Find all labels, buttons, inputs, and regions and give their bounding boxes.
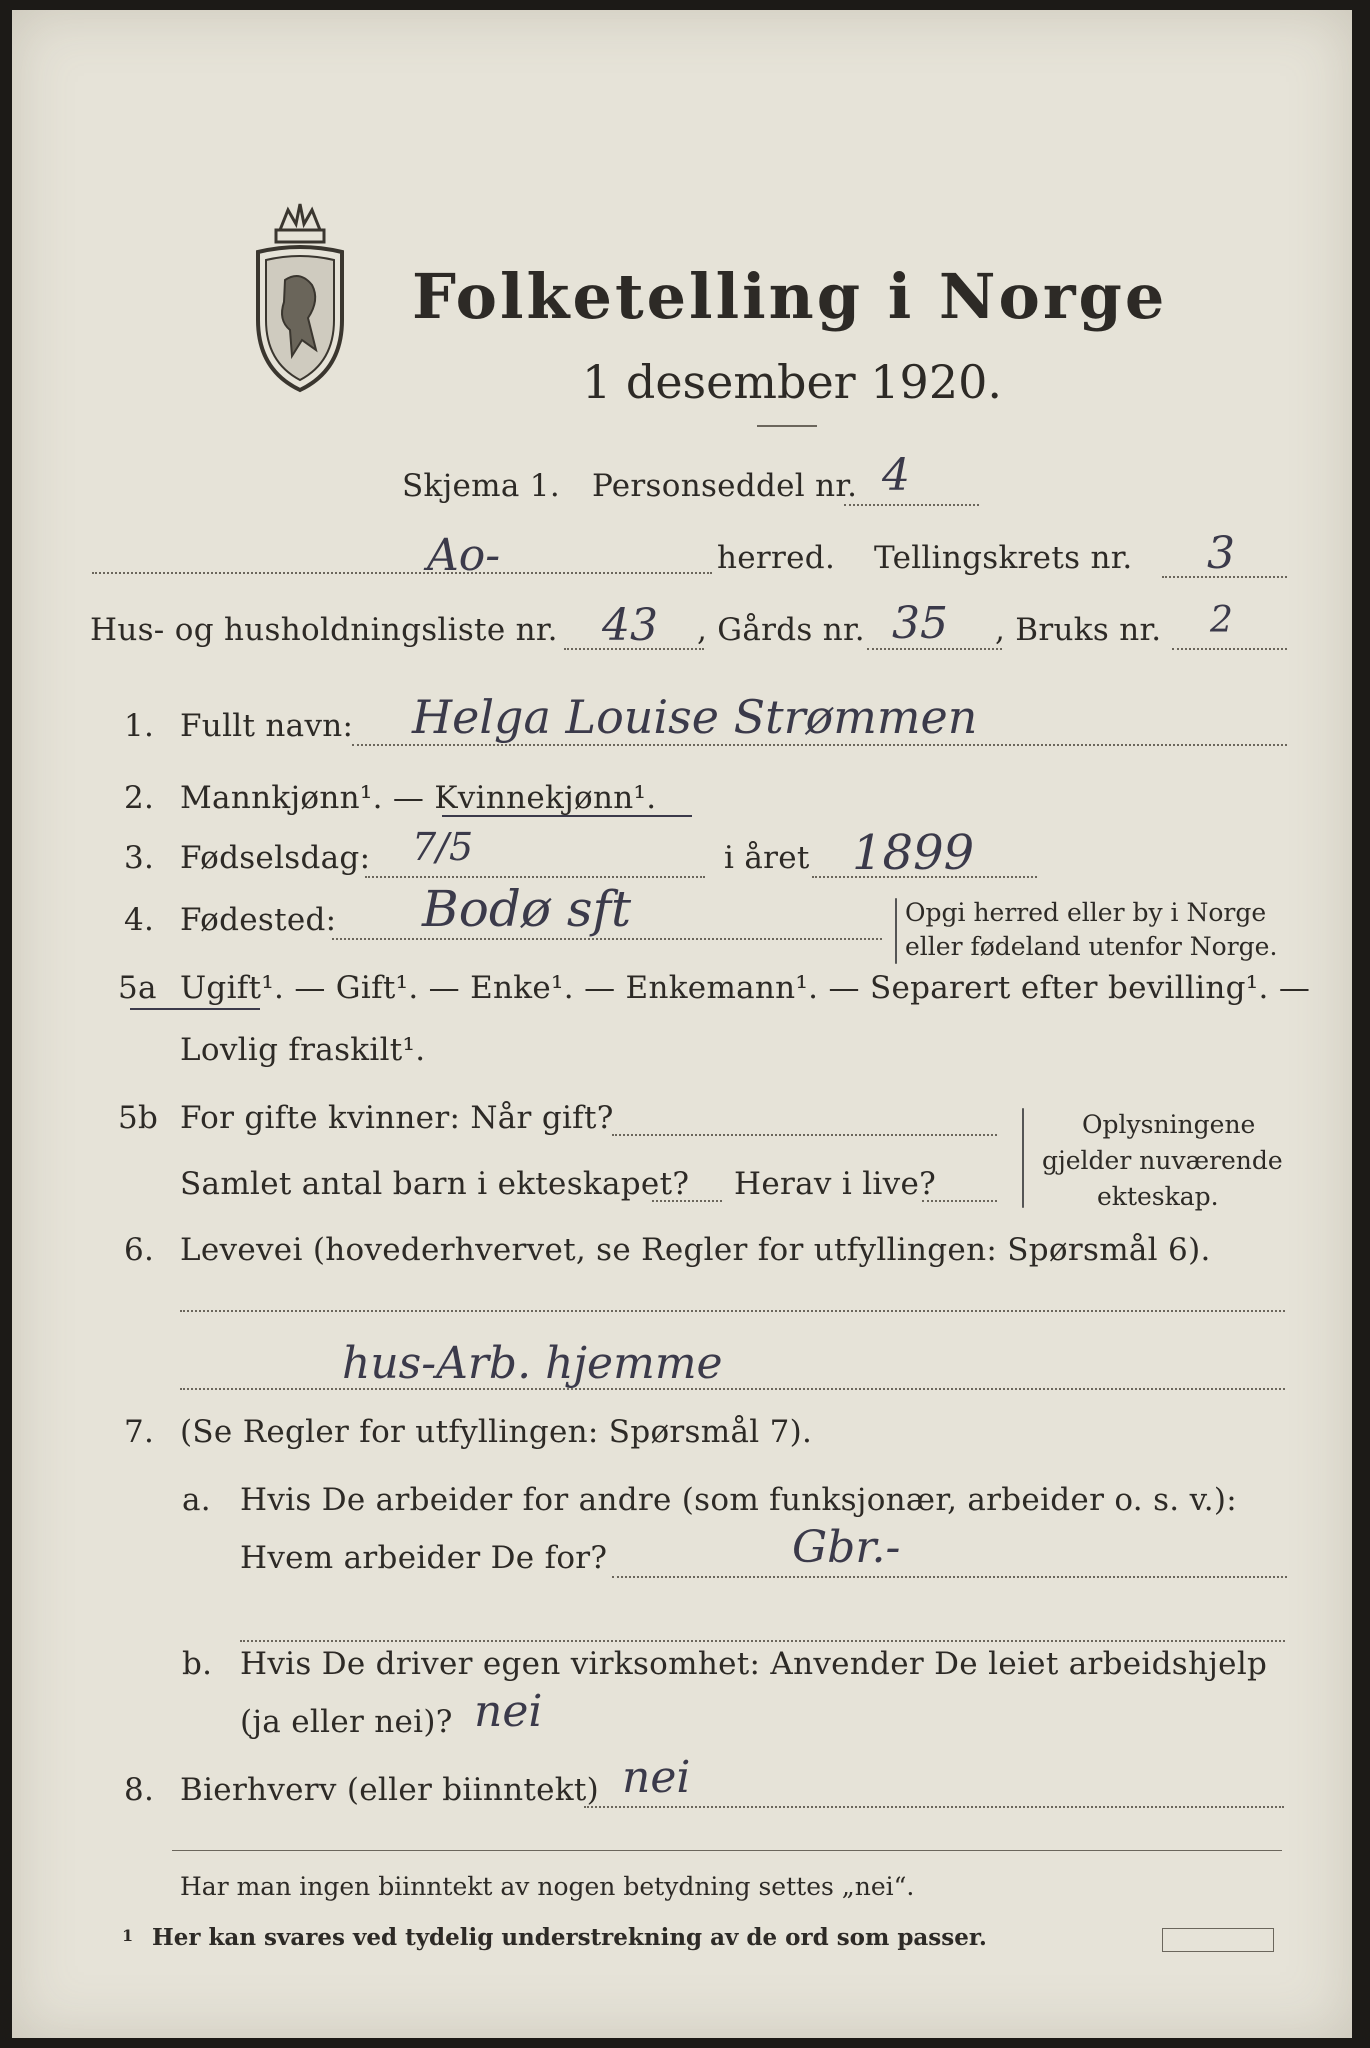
q5a-label: Ugift¹. — Gift¹. — Enke¹. — Enkemann¹. — Separert efter bevilling¹. — [180, 970, 1311, 1006]
q2-number: 2. [124, 780, 155, 816]
footer-note: Har man ingen biinntekt av nogen betydning settes „nei“. [180, 1872, 915, 1901]
q4-line [332, 938, 882, 940]
q3-line [365, 876, 705, 878]
hus-value[interactable]: 43 [602, 600, 658, 651]
q6-number: 6. [124, 1232, 155, 1268]
q6-line-2 [180, 1388, 1285, 1390]
q4-note-brace [895, 898, 897, 964]
q4-number: 4. [124, 902, 155, 938]
footnote-text: Her kan svares ved tydelig understrekning av de ord som passer. [152, 1924, 987, 1951]
q3-year-label: i året [724, 840, 810, 876]
herred-label: herred. [717, 540, 836, 576]
bruks-value[interactable]: 2 [1210, 600, 1233, 641]
q7a-label-2: Hvem arbeider De for? [240, 1540, 608, 1576]
q7a-line [612, 1576, 1287, 1578]
q6-label: Levevei (hovederhvervet, se Regler for utfyllingen: Spørsmål 6). [180, 1232, 1211, 1268]
q7a-line-2 [240, 1640, 1285, 1642]
footnote-mark: 1 [122, 1926, 134, 1945]
q5b-note-2: gjelder nuværende [1042, 1146, 1283, 1175]
q8-number: 8. [124, 1772, 155, 1808]
personseddel-value[interactable]: 4 [882, 450, 910, 501]
q6-line-1 [180, 1310, 1285, 1312]
q6-value[interactable]: hus-Arb. hjemme [342, 1338, 723, 1389]
q3-number: 3. [124, 840, 155, 876]
q7b-value[interactable]: nei [474, 1686, 543, 1737]
q5b-barn-line [652, 1200, 722, 1202]
q8-label: Bierhverv (eller biinntekt) [180, 1772, 600, 1808]
q8-line [584, 1806, 1284, 1808]
herred-value[interactable]: Ao- [427, 530, 501, 581]
form-date: 1 desember 1920. [582, 355, 1002, 409]
q4-value[interactable]: Bodø sft [422, 880, 632, 938]
q5a-underline-ugift [130, 1008, 260, 1010]
q4-label: Fødested: [180, 902, 337, 938]
coat-of-arms-icon [240, 190, 360, 400]
q5a-label-2: Lovlig fraskilt¹. [180, 1032, 426, 1068]
q2-underline-kvinnekjonn [442, 815, 692, 817]
q7a-letter: a. [182, 1482, 211, 1518]
q1-label: Fullt navn: [180, 708, 354, 744]
q5b-label-2: Samlet antal barn i ekteskapet? [180, 1166, 690, 1202]
q7-number: 7. [124, 1414, 155, 1450]
q8-value[interactable]: nei [622, 1752, 691, 1803]
bruks-label: , Bruks nr. [995, 612, 1162, 648]
personseddel-label: Personseddel nr. [592, 468, 858, 504]
skjema-label: Skjema 1. [402, 468, 560, 504]
q5b-live-line [922, 1200, 997, 1202]
q5b-label-3: Herav i live? [734, 1166, 937, 1202]
form-title: Folketelling i Norge [412, 260, 1168, 333]
q1-value[interactable]: Helga Louise Strømmen [412, 690, 978, 744]
q7-label: (Se Regler for utfyllingen: Spørsmål 7). [180, 1414, 813, 1450]
q5b-label: For gifte kvinner: Når gift? [180, 1100, 614, 1136]
title-divider [757, 425, 817, 427]
q7a-label: Hvis De arbeider for andre (som funksjonær, arbeider o. s. v.): [240, 1482, 1238, 1518]
q5b-line [612, 1134, 997, 1136]
q5b-note-3: ekteskap. [1097, 1182, 1219, 1211]
q3-year-value[interactable]: 1899 [852, 825, 975, 881]
tellingskrets-label: Tellingskrets nr. [874, 540, 1133, 576]
q5b-number: 5b [118, 1100, 159, 1136]
q2-label: Mannkjønn¹. — Kvinnekjønn¹. [180, 780, 657, 816]
hus-label: Hus- og husholdningsliste nr. [90, 612, 558, 648]
census-form [12, 10, 1352, 2038]
printer-stamp [1162, 1928, 1274, 1952]
q1-number: 1. [124, 708, 155, 744]
q5b-note-1: Oplysningene [1082, 1110, 1256, 1139]
footer-divider [172, 1850, 1282, 1851]
q7b-letter: b. [182, 1646, 213, 1682]
herred-line [92, 572, 712, 574]
q4-note-2: eller fødeland utenfor Norge. [905, 932, 1278, 961]
q4-note-1: Opgi herred eller by i Norge [905, 898, 1267, 927]
q5b-note-brace [1022, 1108, 1024, 1208]
q5a-number: 5a [118, 970, 157, 1006]
bruks-line [1172, 648, 1287, 650]
q3-label: Fødselsdag: [180, 840, 371, 876]
q1-line [352, 744, 1287, 746]
q7b-label: Hvis De driver egen virksomhet: Anvender De leiet arbeidshjelp [240, 1646, 1268, 1682]
q7a-value[interactable]: Gbr.- [792, 1522, 901, 1573]
tellingskrets-value[interactable]: 3 [1207, 528, 1235, 579]
gards-value[interactable]: 35 [892, 598, 948, 649]
personseddel-line [844, 504, 979, 506]
q3-value[interactable]: 7/5 [412, 825, 474, 869]
gards-label: , Gårds nr. [697, 612, 865, 648]
q7b-label-2: (ja eller nei)? [240, 1704, 453, 1740]
